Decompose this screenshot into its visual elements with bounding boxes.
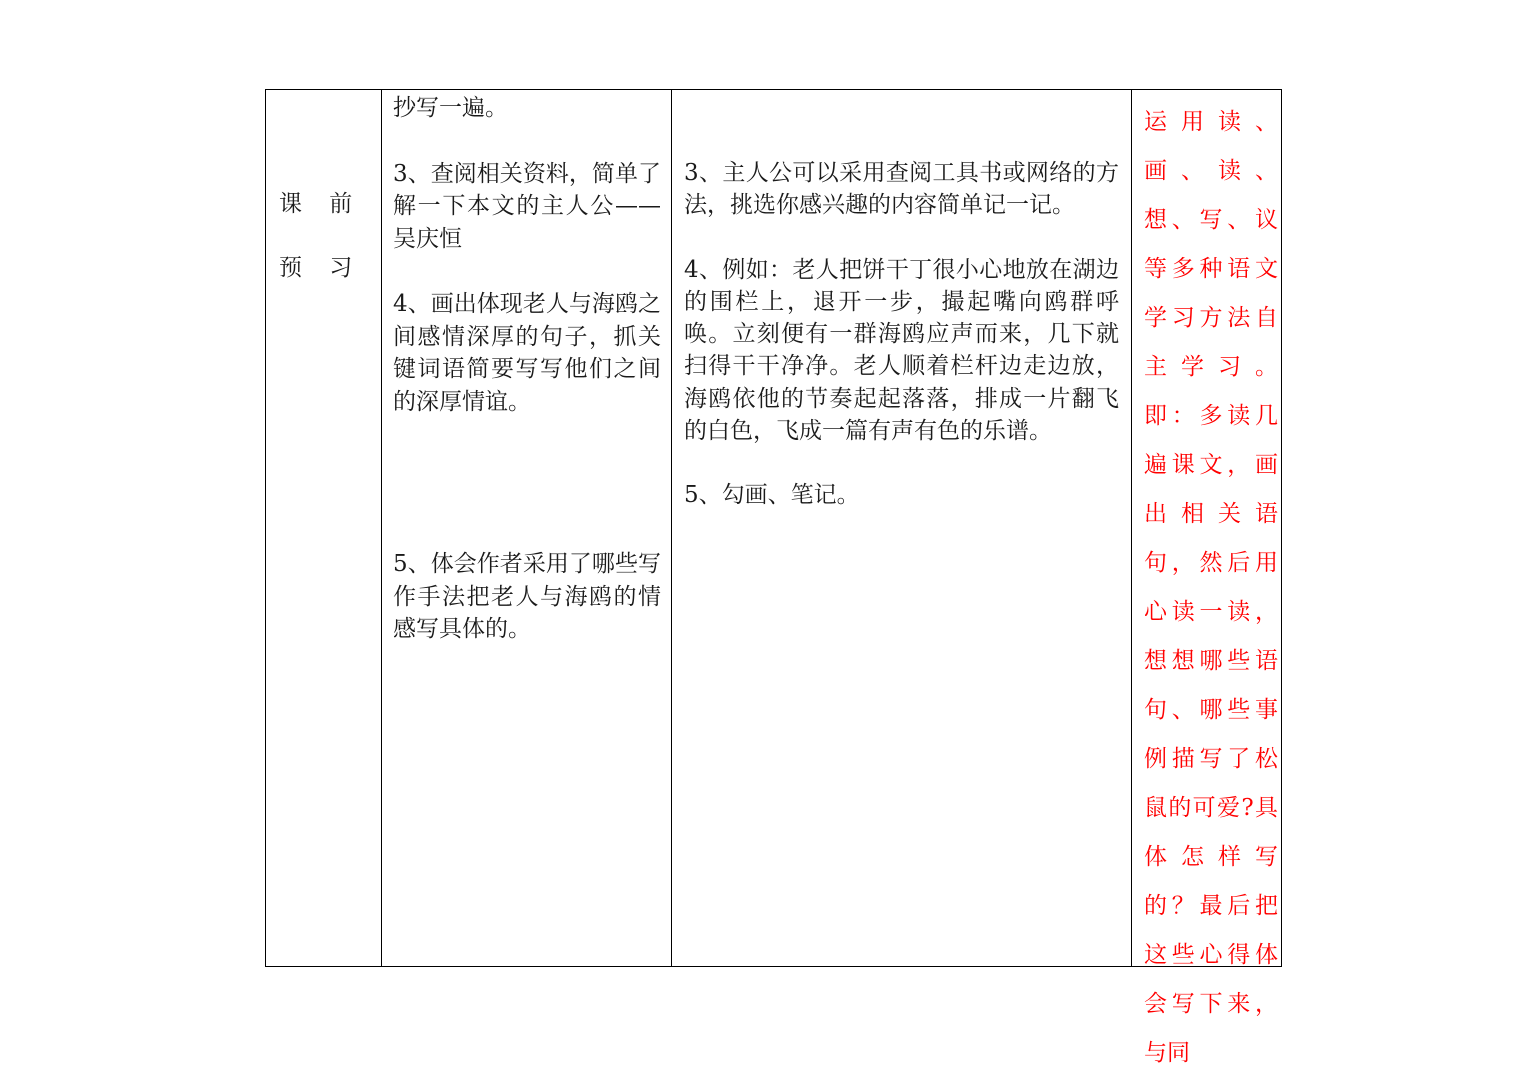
row-label-line2: 预 习 — [279, 255, 363, 281]
method-note-text: 运用读、画、读、想、写、议等多种语文学习方法自主学习。即：多读几遍课文，画出相关语句，然后用心读一读，想想哪些语句、哪些事例描写了松鼠的可爱?具体怎样写的？最后把这些心得体会写下来，与同 — [1144, 109, 1278, 1066]
task-cell — [382, 90, 671, 966]
answer-cell — [672, 90, 1131, 966]
answer-item-3: 3、主人公可以采用查阅工具书或网络的方法，挑选你感兴趣的内容简单记一记。 — [684, 160, 1119, 219]
task-item-5: 5、体会作者采用了哪些写作手法把老人与海鸥的情感写具体的。 — [393, 551, 661, 642]
task-continued-text: 抄写一遍。 — [393, 95, 508, 121]
task-item-3: 3、查阅相关资料，简单了解一下本文的主人公——吴庆恒 — [393, 160, 661, 252]
lesson-plan-table — [265, 89, 1282, 1066]
task-item-4: 4、画出体现老人与海鸥之间感情深厚的句子，抓关键词语简要写写他们之间的深厚情谊。 — [393, 291, 661, 415]
row-label-cell — [266, 90, 381, 966]
row-label-line1: 课 前 — [279, 191, 363, 217]
answer-item-4: 4、例如：老人把饼干丁很小心地放在湖边的围栏上，退开一步，撮起嘴向鸥群呼唤。立刻便有一群海鸥应声而来，几下就扫得干干净净。老人顺着栏杆边走边放，海鸥依他的节奏起起落落，排成一片翻飞的白色，飞成一篇有声有色的乐谱。 — [684, 256, 1119, 445]
method-note-cell — [1132, 90, 1282, 1066]
answer-item-5: 5、勾画、笔记。 — [684, 482, 860, 509]
